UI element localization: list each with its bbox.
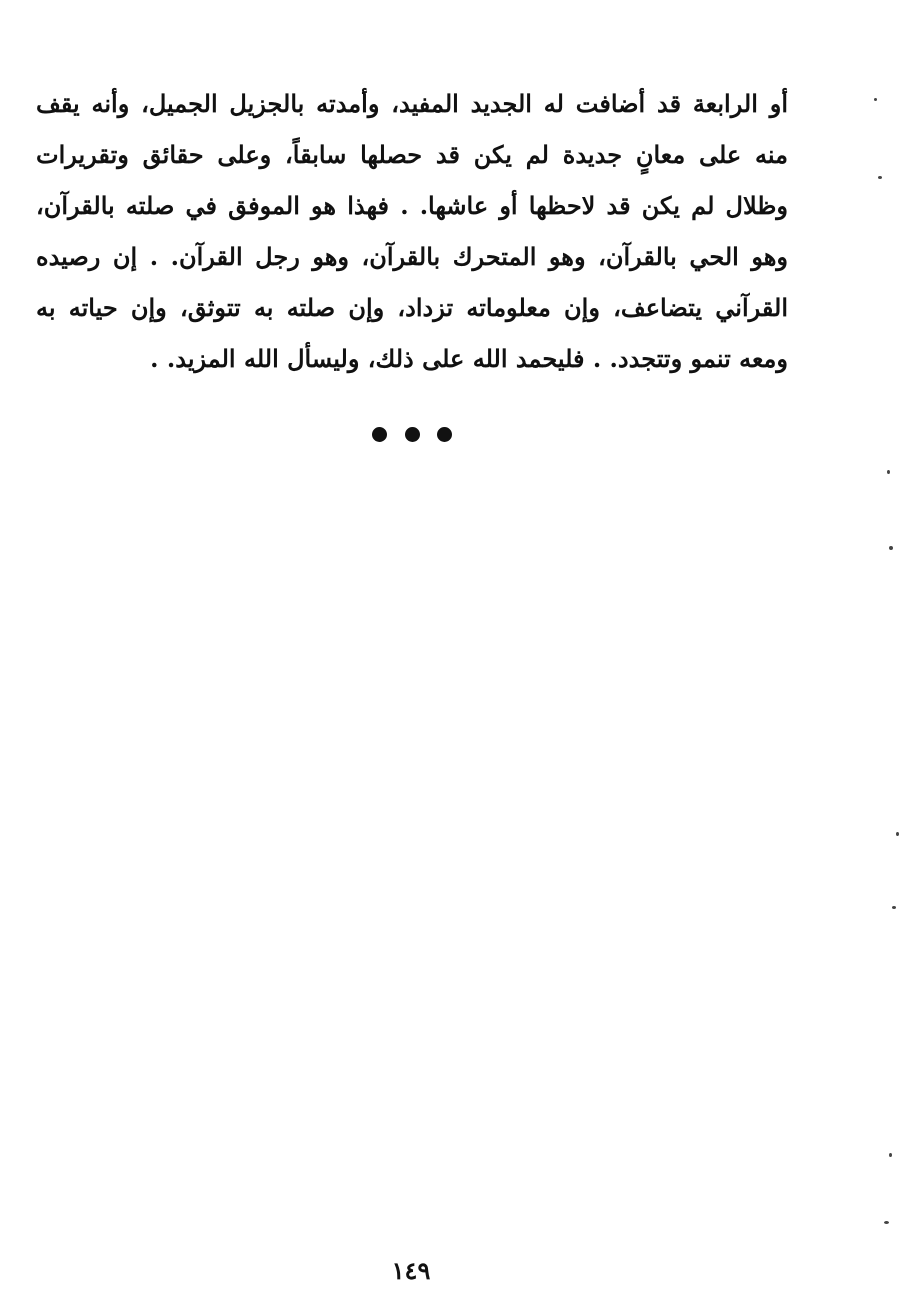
text-line-2: منه على معانٍ جديدة لم يكن قد حصلها سابقاً، وعلى حقائق وتقريرات [36, 140, 788, 169]
separator-dot-icon [437, 427, 452, 442]
scan-speck [874, 98, 877, 101]
scan-speck [892, 906, 896, 909]
scan-speck [889, 546, 893, 550]
separator-dot-icon [372, 427, 387, 442]
scan-speck [889, 1153, 892, 1157]
scan-speck [884, 1221, 889, 1224]
text-line-6: ومعه تنمو وتتجدد. . فليحمد الله على ذلك، وليسأل الله المزيد. . [150, 344, 788, 373]
text-line-1: أو الرابعة قد أضافت له الجديد المفيد، وأمدته بالجزيل الجميل، وأنه يقف [36, 89, 788, 118]
separator-dot-icon [405, 427, 420, 442]
text-line-5: القرآني يتضاعف، وإن معلوماته تزداد، وإن صلته به تتوثق، وإن حياته به [36, 293, 788, 322]
scan-speck [887, 470, 890, 474]
text-line-4: وهو الحي بالقرآن، وهو المتحرك بالقرآن، وهو رجل القرآن. . إن رصيده [36, 242, 788, 271]
text-line-3: وظلال لم يكن قد لاحظها أو عاشها. . فهذا هو الموفق في صلته بالقرآن، [36, 191, 788, 220]
scan-speck [896, 832, 899, 836]
section-separator [372, 424, 452, 444]
scan-speck [878, 176, 882, 179]
page-number: ١٤٩ [391, 1256, 431, 1285]
body-paragraph [36, 78, 788, 384]
